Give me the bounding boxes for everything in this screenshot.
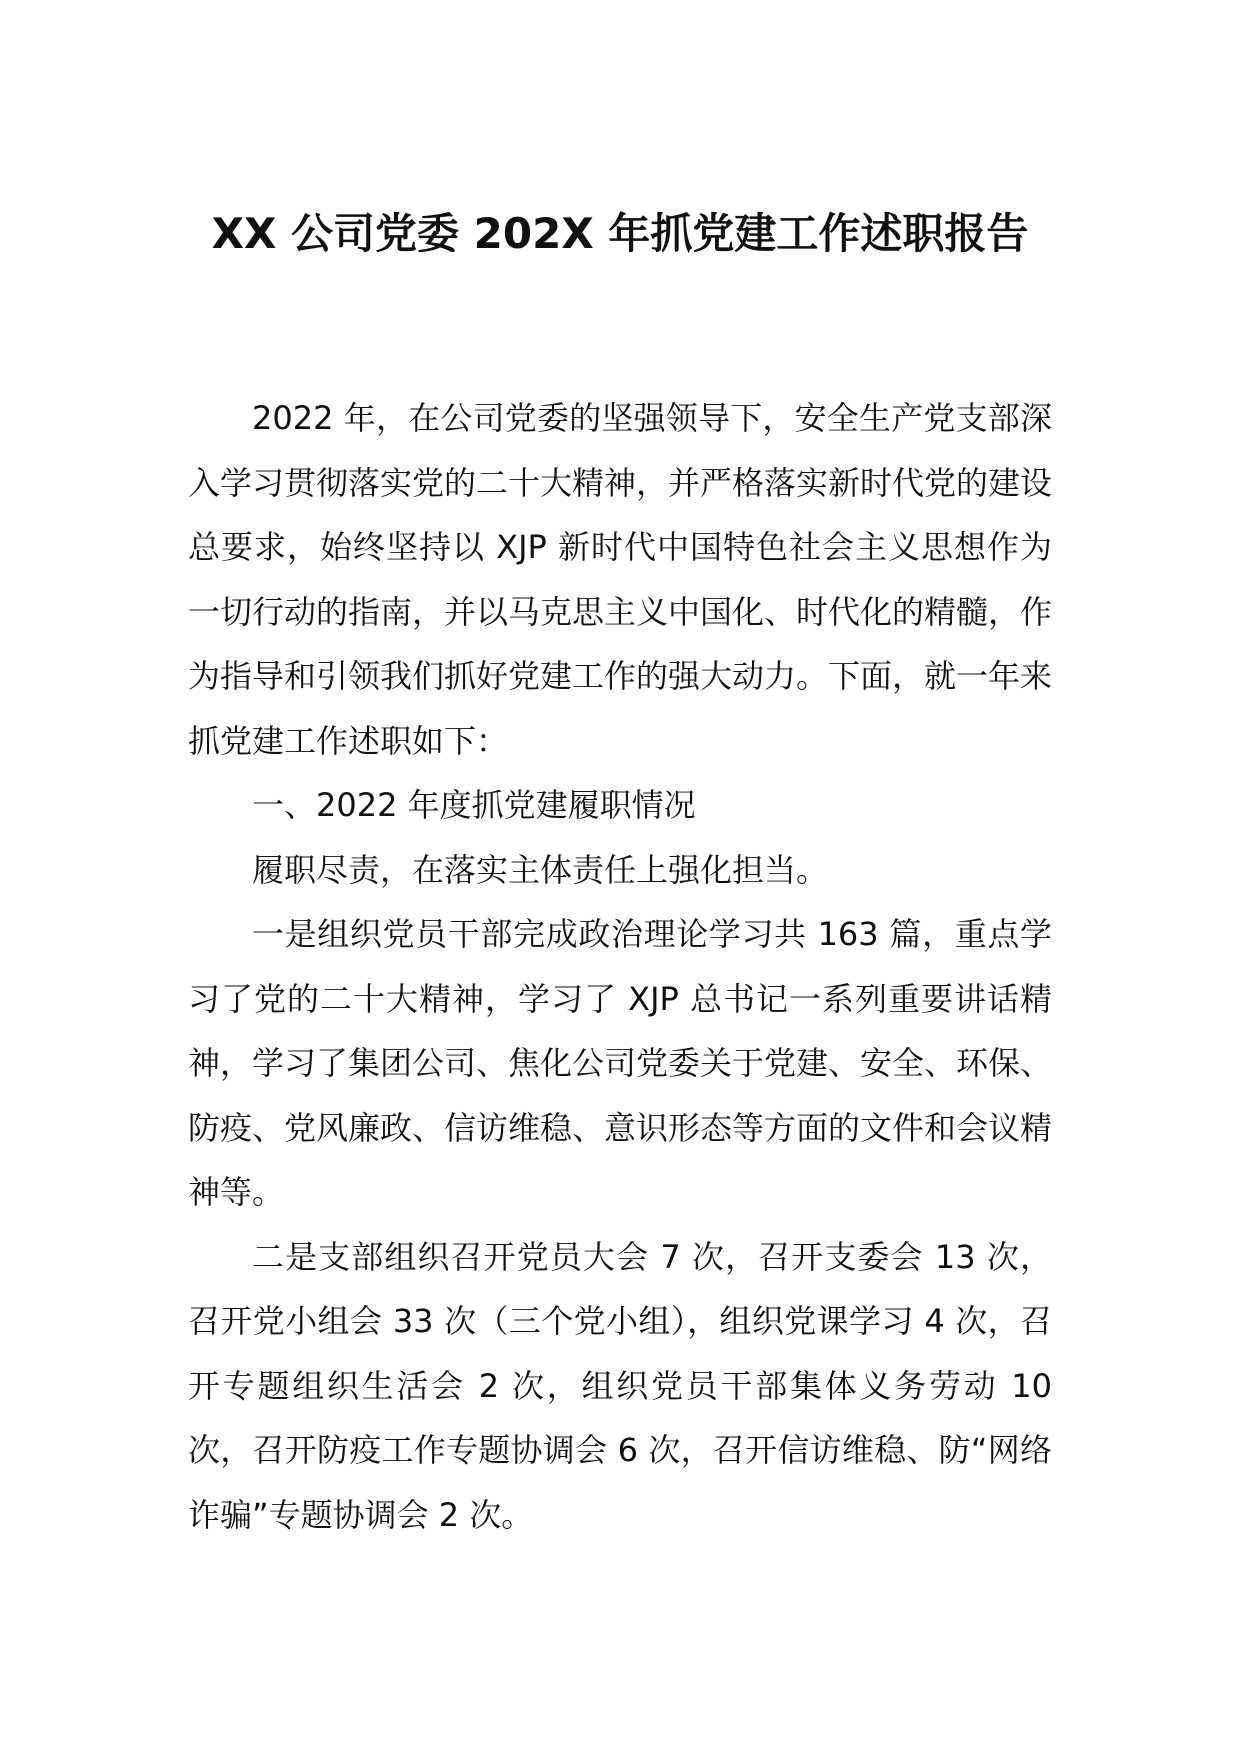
document-title: XX 公司党委 202X 年抓党建工作述职报告 <box>211 209 1029 258</box>
subheading-responsibility: 履职尽责，在落实主体责任上强化担当。 <box>252 850 829 889</box>
paragraph-item-2: 二是支部组织召开党员大会 7 次，召开支委会 13 次，召开党小组会 33 次（三个党小组），组织党课学习 4 次，召开专题组织生活会 2 次，组织党员干部集体义务劳动 10 次，召开防疫工作专题协调会 6 次，召开信访维稳、防“网络诈骗”专题协调会 2 次。 <box>188 1237 1052 1534</box>
paragraph-intro: 2022 年，在公司党委的坚强领导下，安全生产党支部深入学习贯彻落实党的二十大精神，并严格落实新时代党的建设总要求，始终坚持以 XJP 新时代中国特色社会主义思想作为一切行动的指南，并以马克思主义中国化、时代化的精髓，作为指导和引领我们抓好党建工作的强大动力。下面，就一年来抓党建工作述职如下： <box>188 399 1053 760</box>
paragraph-item-1: 一是组织党员干部完成政治理论学习共 163 篇，重点学习了党的二十大精神，学习了 XJP 总书记一系列重要讲话精神，学习了集团公司、焦化公司党委关于党建、安全、环保、防疫、党风廉政、信访维稳、意识形态等方面的文件和会议精神等。 <box>188 915 1053 1211</box>
section-heading-1: 一、2022 年度抓党建履职情况 <box>252 786 696 824</box>
document-body <box>188 386 1052 1547</box>
